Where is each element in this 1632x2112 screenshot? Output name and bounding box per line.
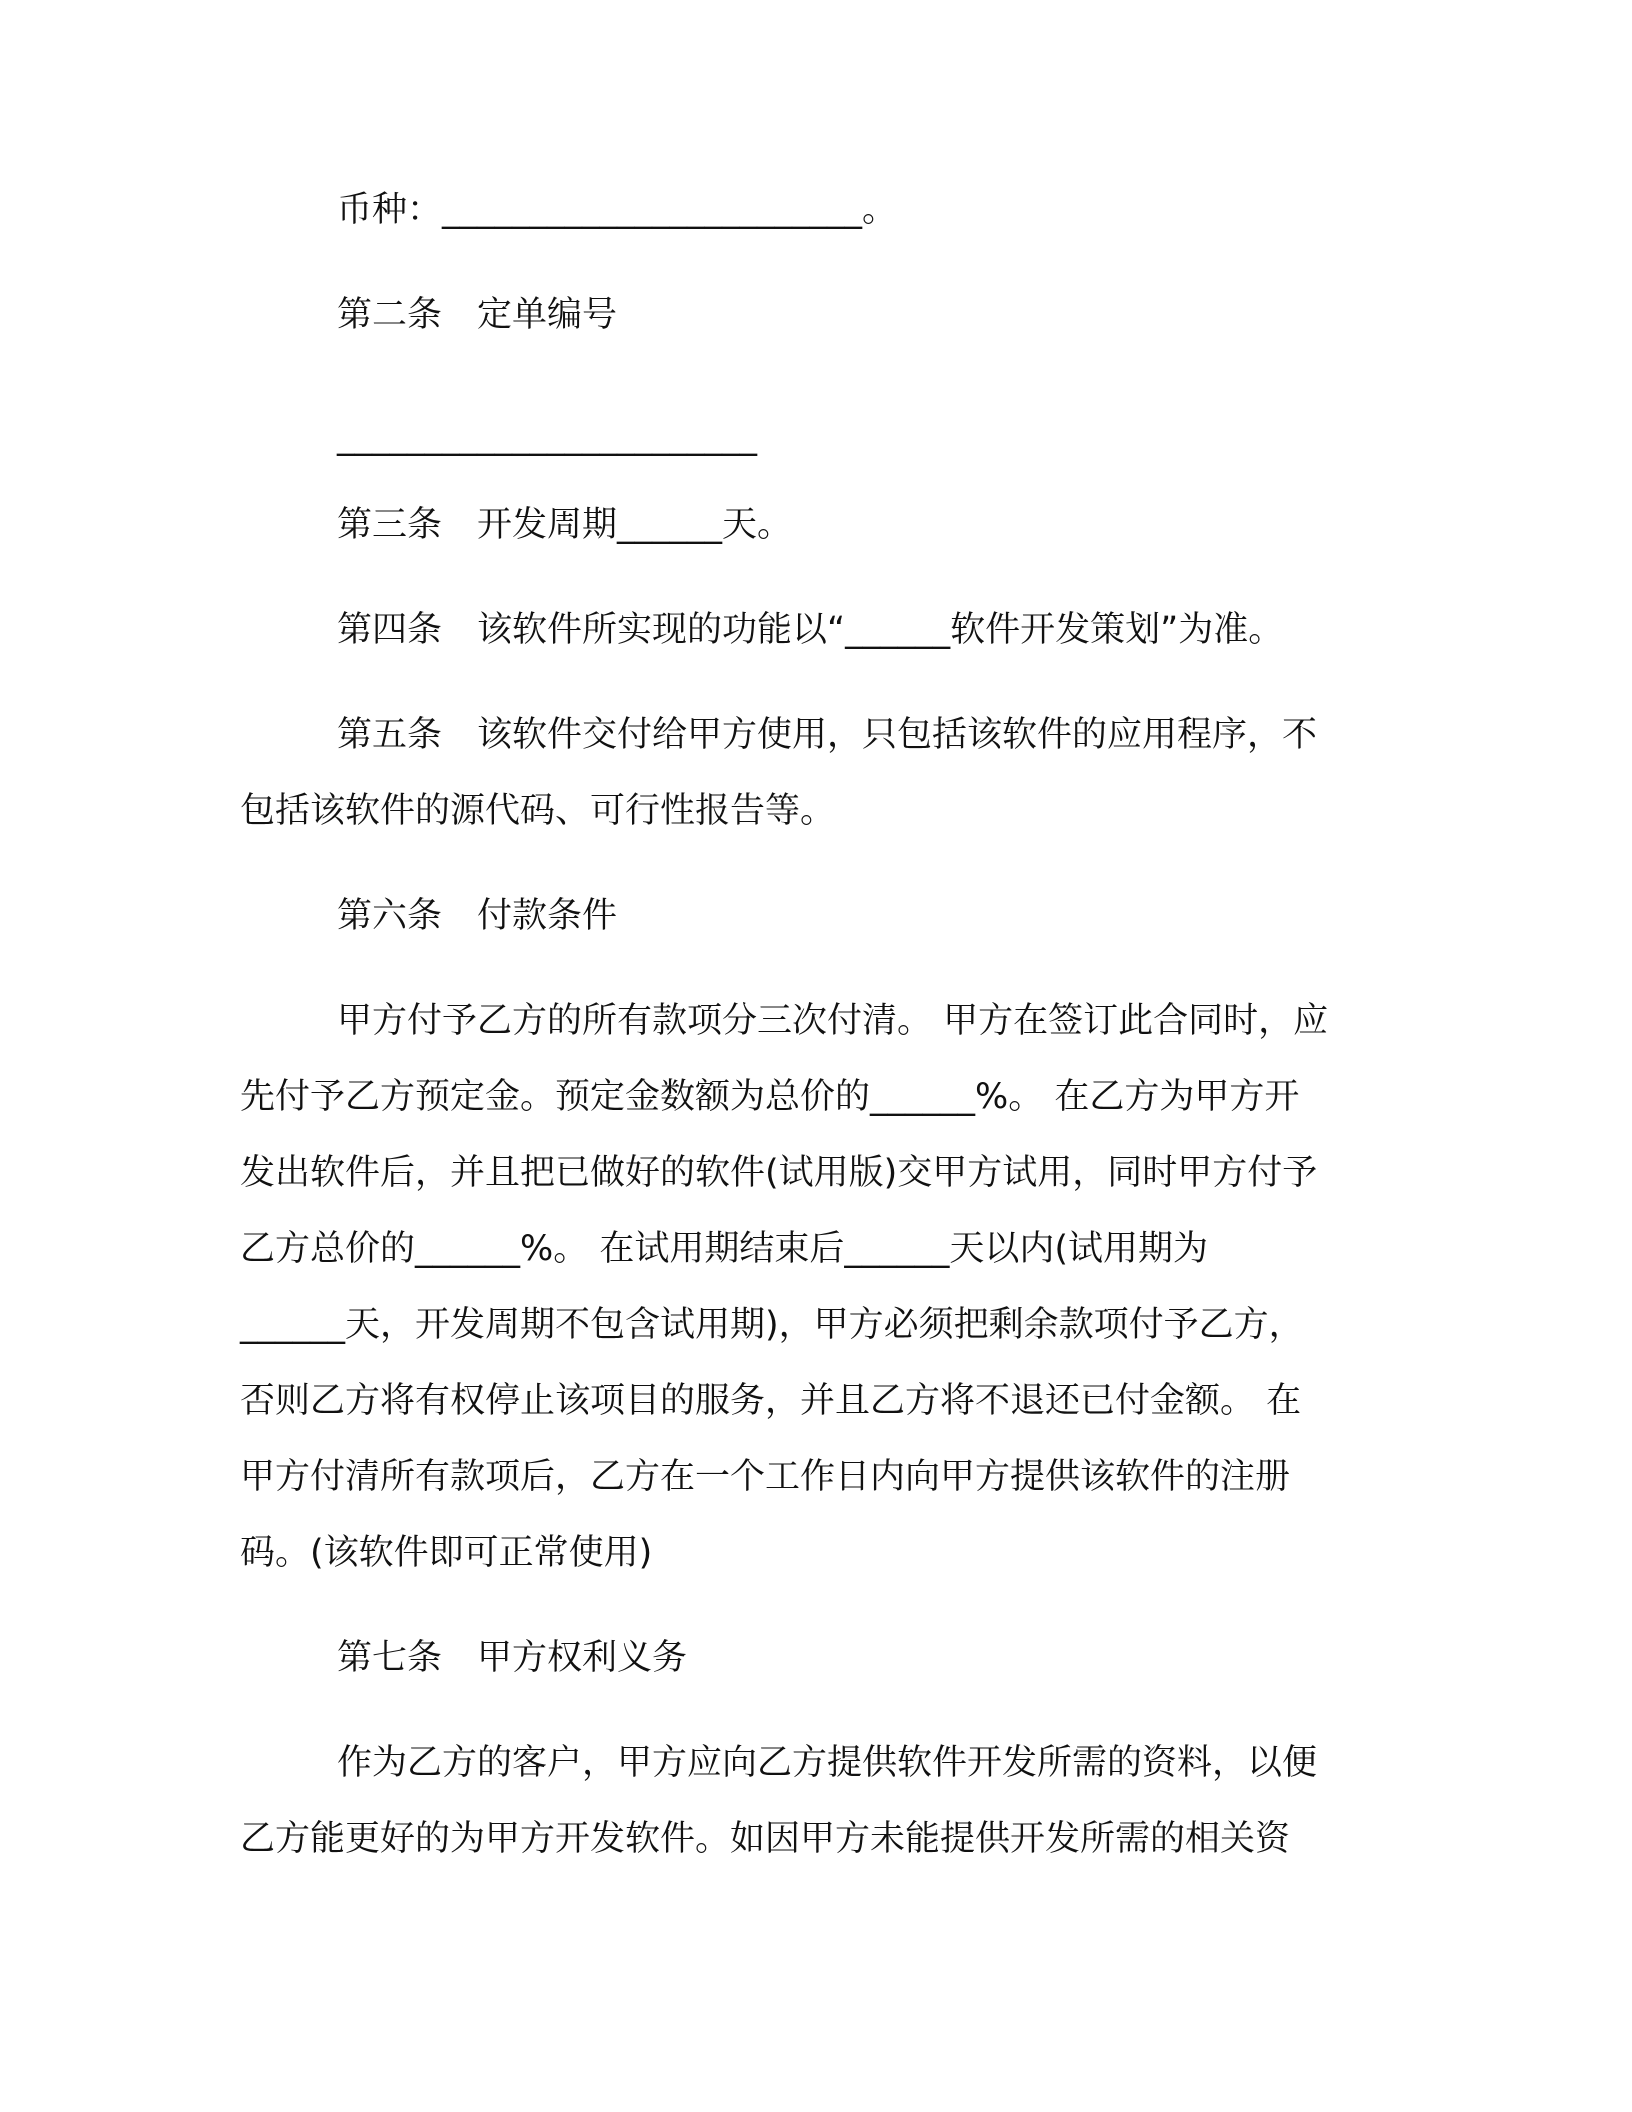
article-3-line: 第三条 开发周期______天。	[337, 505, 793, 545]
article-7-para-line-1: 作为乙方的客户，甲方应向乙方提供软件开发所需的资料，以便	[337, 1743, 1318, 1783]
article-7-heading: 第七条 甲方权利义务	[337, 1638, 688, 1678]
article-6-heading: 第六条 付款条件	[337, 896, 618, 936]
article-6-para-line-6: 否则乙方将有权停止该项目的服务，并且乙方将不退还已付金额。 在	[240, 1381, 1302, 1421]
article-6-para-line-8: 码。(该软件即可正常使用)	[240, 1533, 653, 1573]
article-4-line: 第四条 该软件所实现的功能以“______软件开发策划”为准。	[337, 610, 1284, 650]
order-number-blank: ________________________	[337, 417, 757, 457]
article-6-para-line-4: 乙方总价的______%。 在试用期结束后______天以内(试用期为	[240, 1229, 1209, 1269]
article-5-line-1: 第五条 该软件交付给甲方使用，只包括该软件的应用程序，不	[337, 715, 1318, 755]
article-7-para-line-2: 乙方能更好的为甲方开发软件。如因甲方未能提供开发所需的相关资	[240, 1819, 1291, 1859]
article-6-para-line-3: 发出软件后，并且把已做好的软件(试用版)交甲方试用，同时甲方付予	[240, 1153, 1318, 1193]
article-5-line-2: 包括该软件的源代码、可行性报告等。	[240, 791, 836, 831]
article-6-para-line-7: 甲方付清所有款项后，乙方在一个工作日内向甲方提供该软件的注册	[240, 1457, 1291, 1497]
article-6-para-line-1: 甲方付予乙方的所有款项分三次付清。 甲方在签订此合同时，应	[337, 1001, 1329, 1041]
article-6-para-line-2: 先付予乙方预定金。预定金数额为总价的______%。 在乙方为甲方开	[240, 1077, 1300, 1117]
article-6-para-line-5: ______天，开发周期不包含试用期)，甲方必须把剩余款项付予乙方，	[240, 1305, 1304, 1345]
currency-line: 币种：________________________。	[337, 190, 898, 230]
article-2-heading: 第二条 定单编号	[337, 295, 618, 335]
